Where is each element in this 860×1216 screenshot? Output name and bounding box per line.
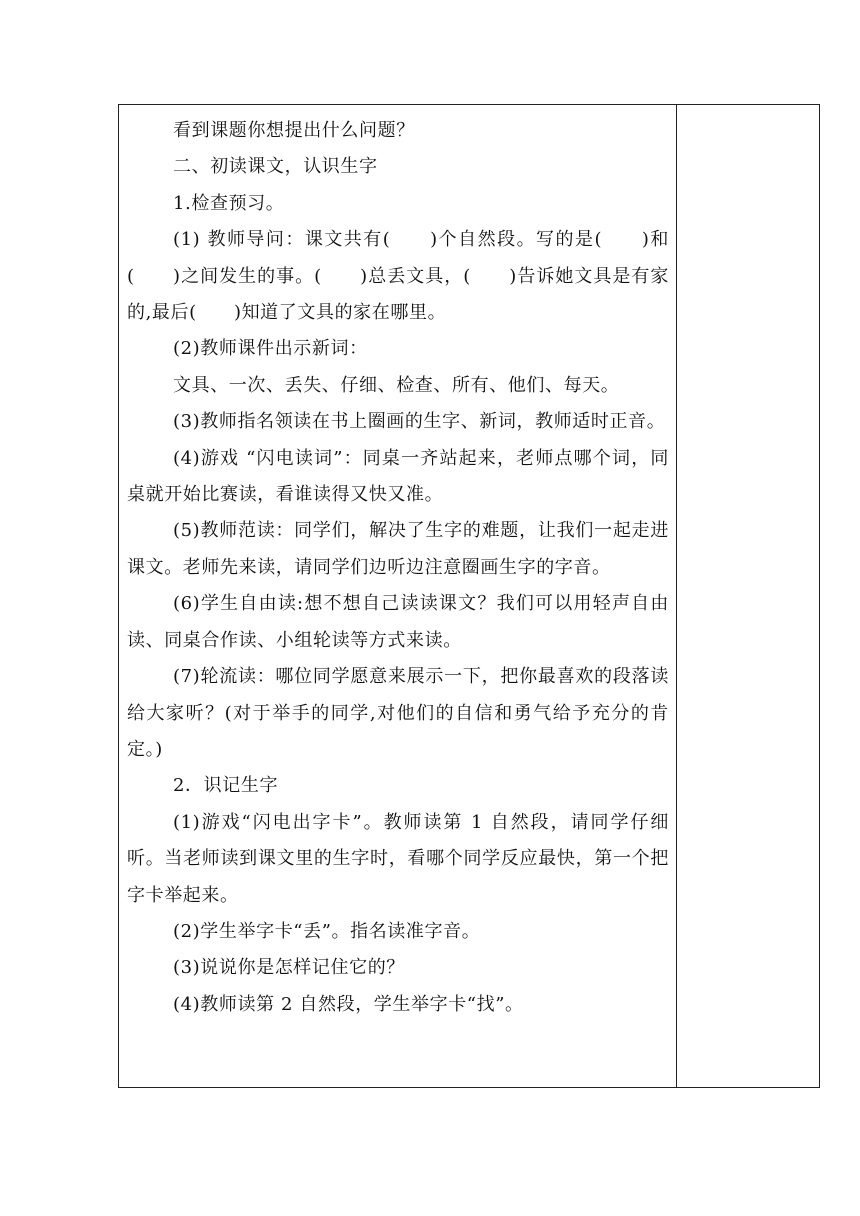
item-teacher-model-reading: (5)教师范读：同学们，解决了生字的难题，让我们一起走进课文。老师先来读，请同学们边听边注意圈画生字的字音。 bbox=[127, 520, 669, 578]
item-lead-reading: (3)教师指名领读在书上圈画的生字、新词，教师适时正音。 bbox=[173, 411, 666, 433]
lesson-content-cell bbox=[127, 113, 669, 1023]
new-words-list: 文具、一次、丢失、仔细、检查、所有、他们、每天。 bbox=[173, 374, 620, 396]
item-how-remember: (3)说说你是怎样记住它的？ bbox=[173, 957, 405, 979]
item-free-reading: (6)学生自由读:想不想自己读读课文？我们可以用轻声自由读、同桌合作读、小组轮读等方式来读。 bbox=[127, 593, 669, 651]
item-new-words-intro: (2)教师课件出示新词： bbox=[173, 338, 368, 360]
item-teacher-question: (1) 教师导问：课文共有( )个自然段。写的是( )和( )之间发生的事。( )总丢文具，( )告诉她文具是有家的,最后( )知道了文具的家在哪里。 bbox=[127, 229, 669, 324]
item-flash-card-game: (1)游戏“闪电出字卡”。教师读第 1 自然段，请同学仔细听。当老师读到课文里的生字时，看哪个同学反应最快，第一个把字卡举起来。 bbox=[127, 811, 669, 906]
step-memorize-characters: 2．识记生字 bbox=[173, 775, 279, 797]
lesson-plan-table bbox=[118, 104, 820, 1088]
step-check-preview: 1.检查预习。 bbox=[173, 192, 285, 214]
item-flash-word-game: (4)游戏 “闪电读词”：同桌一齐站起来，老师点哪个词，同桌就开始比赛读，看谁读得又快又准。 bbox=[127, 447, 669, 506]
section-heading-first-reading: 二、初读课文，认识生字 bbox=[173, 156, 378, 178]
question-prompt: 看到课题你想提出什么问题？ bbox=[173, 120, 415, 141]
notes-column bbox=[677, 105, 821, 1087]
item-card-diu: (2)学生举字卡“丢”。指名读准字音。 bbox=[173, 920, 481, 942]
item-card-zhao: (4)教师读第 2 自然段，学生举字卡“找”。 bbox=[173, 993, 524, 1015]
item-turn-reading: (7)轮流读：哪位同学愿意来展示一下，把你最喜欢的段落读给大家听？(对于举手的同学,对他们的自信和勇气给予充分的肯定。) bbox=[127, 666, 669, 760]
